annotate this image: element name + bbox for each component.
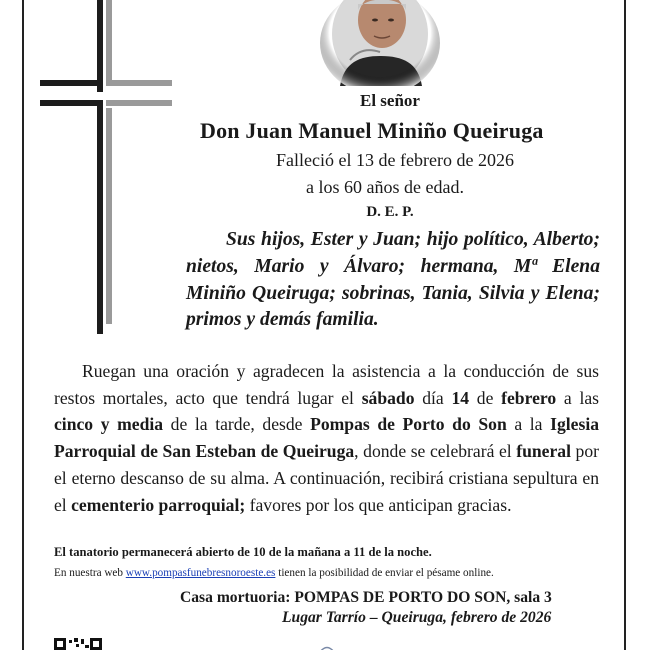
- website-link[interactable]: www.pompasfunebresnoroeste.es: [125, 567, 276, 579]
- intro-title: El señor: [360, 91, 420, 110]
- ceremony-time: cinco y media: [54, 414, 164, 435]
- ceremony-paragraph: [54, 358, 599, 518]
- funeral-home-line: Casa mortuoria: POMPAS DE PORTO DO SON, sala 3: [180, 589, 552, 606]
- death-date-line: Falleció el 13 de febrero de 2026: [276, 150, 514, 170]
- ceremony-funeral: funeral: [516, 441, 571, 462]
- web-suffix: tienen la posibilidad de enviar el pésame online.: [275, 567, 494, 579]
- ceremony-text-6: a la: [506, 414, 551, 435]
- age-line: a los 60 años de edad.: [306, 177, 464, 197]
- logo-icon: [318, 640, 336, 650]
- ceremony-text-9: favores por los que anticipan gracias.: [245, 494, 512, 515]
- family-text: Sus hijos, Ester y Juan; hijo político, Alberto; nietos, Mario y Álvaro; hermana, Mª Elena Miniño Queiruga; sobrinas, Tania, Silvia y Elena; primos y demás familia.: [186, 229, 600, 331]
- ceremony-text-3: de: [469, 387, 502, 408]
- tanatorio-hours: El tanatorio permanecerá abierto de 10 de la mañana a 11 de la noche.: [54, 545, 432, 559]
- deceased-name: Don Juan Manuel Miniño Queiruga: [200, 118, 544, 143]
- ceremony-text-7: , donde se celebrará el: [354, 441, 517, 462]
- ceremony-text-1: Ruegan una oración y agradecen la asistencia a la conducción de sus restos mortales, acto que tendrá lugar el: [54, 361, 599, 408]
- ceremony-text-8: por el eterno descanso de su alma. A continuación, recibirá cristiana sepultura en el: [54, 441, 599, 515]
- place-date-line: Lugar Tarrío – Queiruga, febrero de 2026: [282, 609, 552, 626]
- ceremony-day: sábado: [361, 387, 415, 408]
- family-paragraph: [186, 227, 600, 334]
- ceremony-text-5: de la tarde, desde: [163, 414, 311, 435]
- ceremony-church: Iglesia Parroquial de San Esteban de Queiruga: [54, 414, 599, 462]
- ceremony-date-number: 14: [451, 387, 470, 408]
- dep-initials: D. E. P.: [366, 204, 414, 220]
- web-condolence-line: [54, 567, 494, 579]
- ceremony-text-4: a las: [556, 387, 600, 408]
- ceremony-month: febrero: [501, 387, 557, 408]
- qr-code-icon[interactable]: [54, 636, 124, 650]
- ceremony-origin: Pompas de Porto do Son: [310, 414, 507, 435]
- ceremony-text-2: día: [414, 387, 452, 408]
- ceremony-cemetery: cementerio parroquial;: [71, 494, 246, 515]
- deceased-portrait: [320, 0, 440, 86]
- web-prefix: En nuestra web: [54, 567, 126, 579]
